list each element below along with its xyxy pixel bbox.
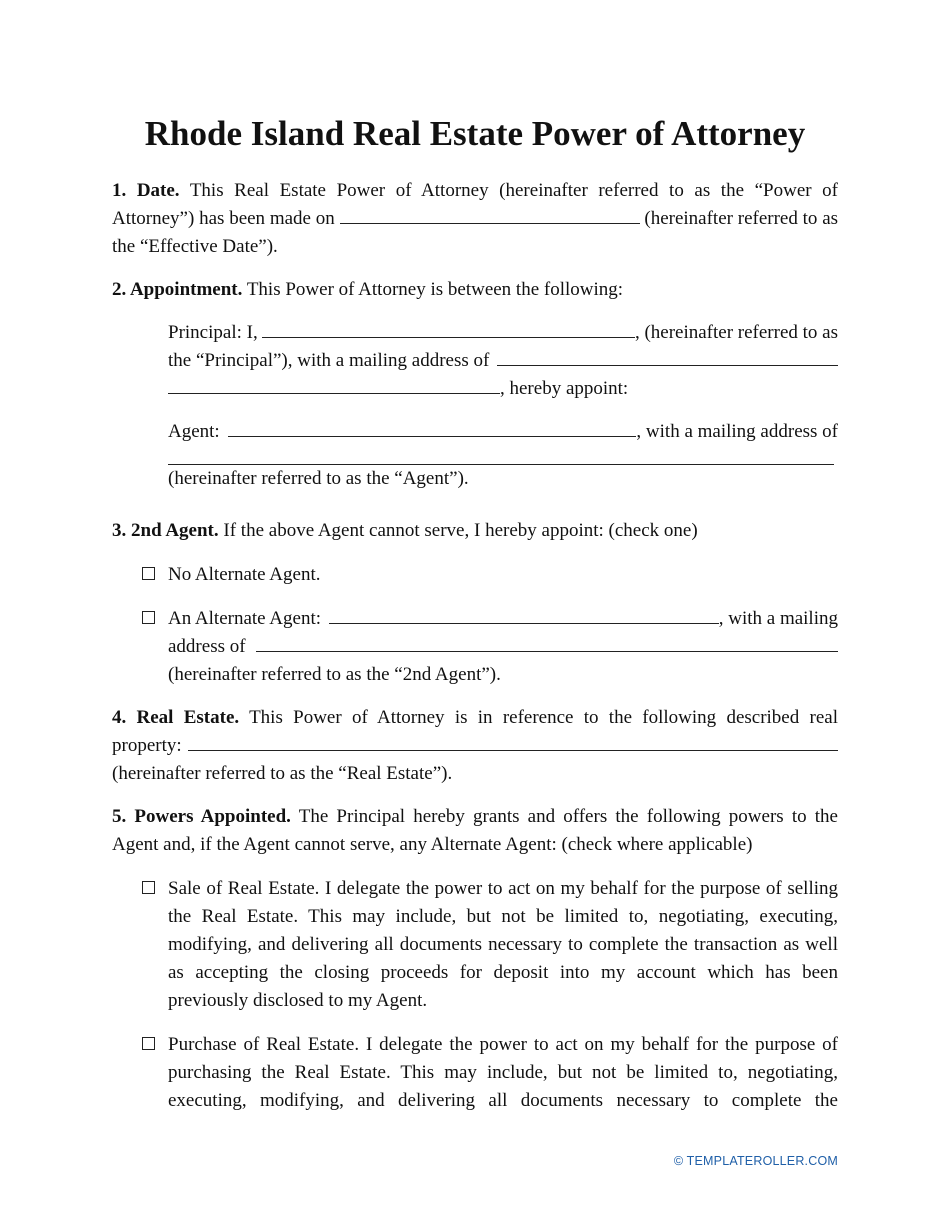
agent-block (168, 418, 838, 493)
power-sale-checkbox[interactable] (142, 881, 155, 894)
section-appointment (112, 276, 838, 304)
principal-name-field[interactable] (262, 319, 635, 338)
section-appointment-heading: 2. Appointment. (112, 279, 243, 300)
principal-appoint-text: , hereby appoint: (500, 378, 629, 399)
effective-date-field[interactable] (340, 205, 640, 224)
section-date-text: This Real Estate Power of Attorney (hereinafter referred to as the “Power of Attorney”) has been made on (112, 180, 838, 229)
alternate-agent-mailing-text: , with a mailing (718, 608, 838, 629)
section-2nd-agent-heading: 3. 2nd Agent. (112, 520, 219, 541)
alternate-agent-option (142, 605, 838, 689)
section-date-text-end: (hereinafter referred to as the “Effective Date”). (112, 208, 839, 257)
principal-block (168, 319, 838, 403)
agent-address-field[interactable] (168, 446, 834, 465)
section-2nd-agent-text: If the above Agent cannot serve, I hereby appoint: (check one) (223, 520, 698, 541)
templateroller-link[interactable]: © TEMPLATEROLLER.COM (673, 1154, 838, 1168)
no-alternate-agent-label: No Alternate Agent. (168, 564, 321, 585)
alternate-agent-checkbox[interactable] (142, 611, 155, 624)
principal-address-field[interactable] (497, 347, 838, 366)
alternate-agent-label: An Alternate Agent: (168, 608, 322, 629)
principal-label: Principal: I, (168, 322, 258, 343)
power-sale-text: Sale of Real Estate. I delegate the power to act on my behalf for the purpose of selling the Real Estate. This may include, but not be limited to, negotiating, executing, modifying, and delivering all documents necessary to complete the transaction as well as accepting the closing proceeds for deposit into my account which has been previously disclosed to my Agent. (168, 878, 838, 1011)
power-purchase-option[interactable] (142, 1031, 838, 1115)
principal-address-field-2[interactable] (168, 375, 500, 394)
real-estate-defined-text: (hereinafter referred to as the “Real Estate”). (112, 763, 453, 784)
principal-text: , (hereinafter referred to as (634, 322, 838, 343)
power-purchase-text: Purchase of Real Estate. I delegate the power to act on my behalf for the purpose of purchasing the Real Estate. This may include, but not be limited to, negotiating, executing, modifying, and delivering all documents necessary to complete the (168, 1034, 838, 1111)
power-purchase-checkbox[interactable] (142, 1037, 155, 1050)
agent-name-field[interactable] (228, 418, 637, 437)
alternate-agent-address-field[interactable] (256, 633, 838, 652)
no-alternate-agent-checkbox[interactable] (142, 567, 155, 580)
section-date (112, 177, 838, 261)
property-description-field[interactable] (188, 732, 838, 751)
section-date-heading: 1. Date. (112, 180, 180, 201)
agent-label: Agent: (168, 421, 220, 442)
agent-address-label: , with a mailing address of (636, 421, 838, 442)
alternate-agent-defined-text: (hereinafter referred to as the “2nd Agent”). (168, 664, 501, 685)
section-appointment-text: This Power of Attorney is between the following: (246, 279, 624, 300)
section-real-estate-heading: 4. Real Estate. (112, 707, 240, 728)
section-powers-text: The Principal hereby grants and offers the following powers to the Agent and, if the Agent cannot serve, any Alternate Agent: (check where applicable) (112, 806, 838, 855)
section-powers (112, 803, 838, 859)
section-real-estate-text: This Power of Attorney is in reference to the following described real (249, 707, 838, 728)
property-label: property: (112, 735, 182, 756)
agent-defined-text: (hereinafter referred to as the “Agent”). (168, 468, 469, 489)
section-powers-heading: 5. Powers Appointed. (112, 806, 291, 827)
alternate-agent-address-label: address of (168, 636, 246, 657)
power-sale-option[interactable] (142, 875, 838, 1015)
section-real-estate (112, 704, 838, 788)
alternate-agent-name-field[interactable] (329, 605, 719, 624)
section-2nd-agent (112, 517, 838, 545)
document-title: Rhode Island Real Estate Power of Attorney (144, 114, 806, 153)
principal-address-label: the “Principal”), with a mailing address of (168, 350, 490, 371)
no-alternate-agent-option[interactable] (142, 561, 838, 589)
